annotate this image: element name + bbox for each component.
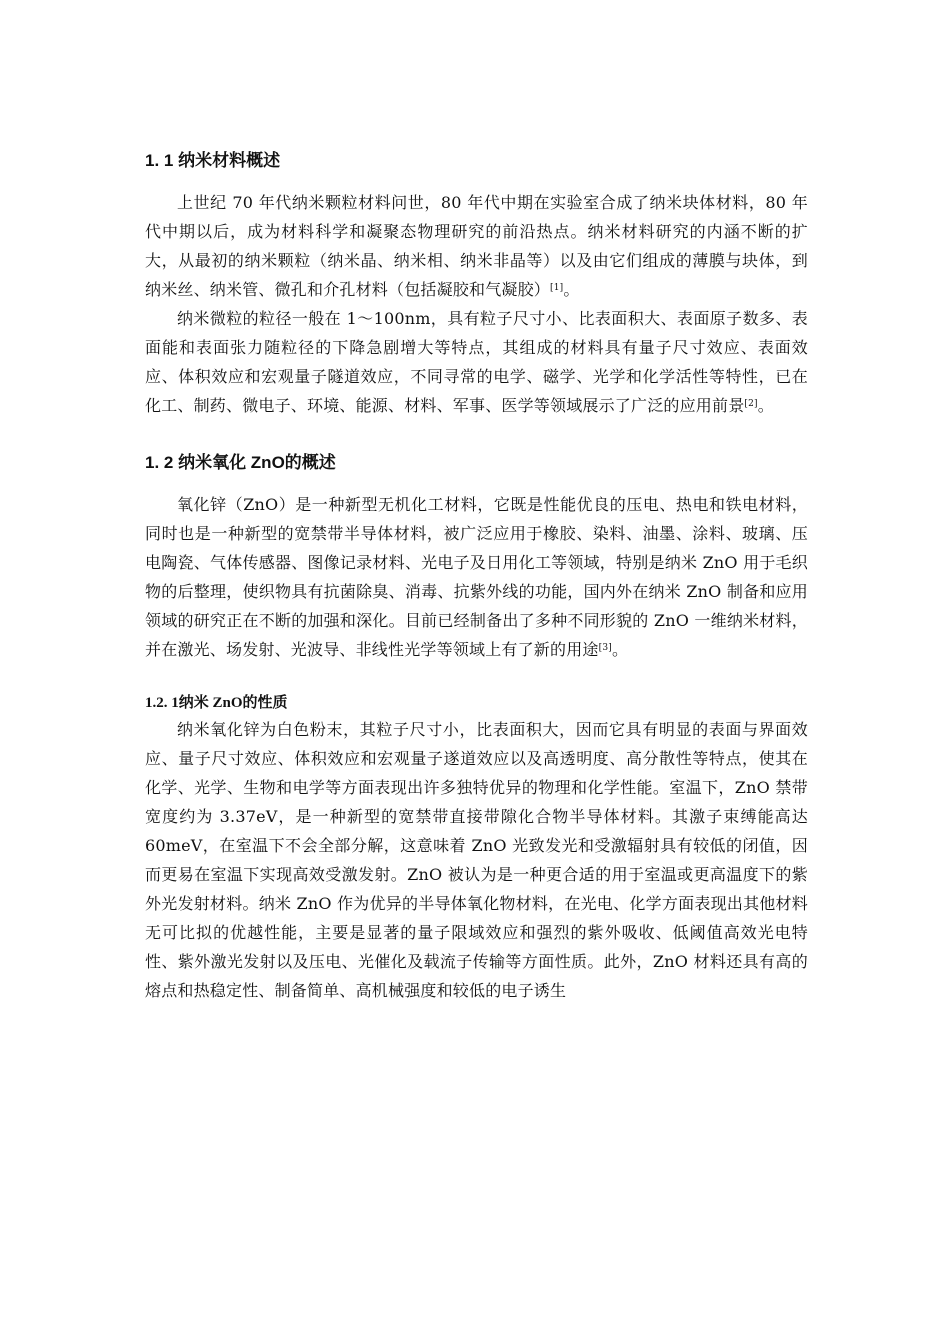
- citation: [1]: [550, 283, 564, 293]
- section-heading: 1. 1 纳米材料概述: [145, 151, 281, 170]
- paragraph: 上世纪 70 年代纳米颗粒材料问世，80 年代中期在实验室合成了纳米块体材料，80 年代中期以后，成为材料科学和凝聚态物理研究的前沿热点。纳米材料研究的内涵不断的扩大，从最初的纳米颗粒（纳米晶、纳米相、纳米非晶等）以及由它们组成的薄膜与块体，到纳米丝、纳米管、微孔和介孔材料（包括凝胶和气凝胶）[1]。: [145, 193, 808, 299]
- subsection-heading: 1.2. 1纳米 ZnO的性质: [145, 695, 288, 711]
- citation: [2]: [744, 399, 758, 409]
- paragraph: 纳米氧化锌为白色粉末，其粒子尺寸小，比表面积大，因而它具有明显的表面与界面效应、量子尺寸效应、体积效应和宏观量子遂道效应以及高透明度、高分散性等特点，使其在化学、光学、生物和电学等方面表现出许多独特优异的物理和化学性能。室温下，ZnO 禁带宽度约为 3.37eV，是一种新型的宽禁带直接带隙化合物半导体材料。其激子束缚能高达 60meV，在室温下不会全部分解，这意味着 ZnO 光致发光和受激辐射具有较低的闭值，因而更易在室温下实现高效受激发射。ZnO 被认为是一种更合适的用于室温或更高温度下的紫外光发射材料。纳米 ZnO 作为优异的半导体氧化物材料，在光电、化学方面表现出其他材料无可比拟的优越性能，主要是显著的量子限域效应和强烈的紫外吸收、低阈值高效光电特性、紫外激光发射以及压电、光催化及载流子传输等方面性质。此外，ZnO 材料还具有高的熔点和热稳定性、制备简单、高机械强度和较低的电子诱生: [145, 720, 808, 1000]
- document-page: [145, 148, 808, 1005]
- section-heading: 1. 2 纳米氧化 ZnO的概述: [145, 453, 336, 472]
- paragraph: 纳米微粒的粒径一般在 1～100nm，具有粒子尺寸小、比表面积大、表面原子数多、表面能和表面张力随粒径的下降急剧增大等特点，其组成的材料具有量子尺寸效应、表面效应、体积效应和宏观量子隧道效应，不同寻常的电学、磁学、光学和化学活性等特性，已在化工、制药、微电子、环境、能源、材料、军事、医学等领域展示了广泛的应用前景[2]。: [145, 309, 808, 415]
- citation: [3]: [598, 643, 612, 653]
- paragraph: 氧化锌（ZnO）是一种新型无机化工材料，它既是性能优良的压电、热电和铁电材料，同时也是一种新型的宽禁带半导体材料，被广泛应用于橡胶、染料、油墨、涂料、玻璃、压电陶瓷、气体传感器、图像记录材料、光电子及日用化工等领域，特别是纳米 ZnO 用于毛织物的后整理，使织物具有抗菌除臭、消毒、抗紫外线的功能，国内外在纳米 ZnO 制备和应用领域的研究正在不断的加强和深化。目前已经制备出了多种不同形貌的 ZnO 一维纳米材料，并在激光、场发射、光波导、非线性光学等领域上有了新的用途[3]。: [145, 495, 808, 659]
